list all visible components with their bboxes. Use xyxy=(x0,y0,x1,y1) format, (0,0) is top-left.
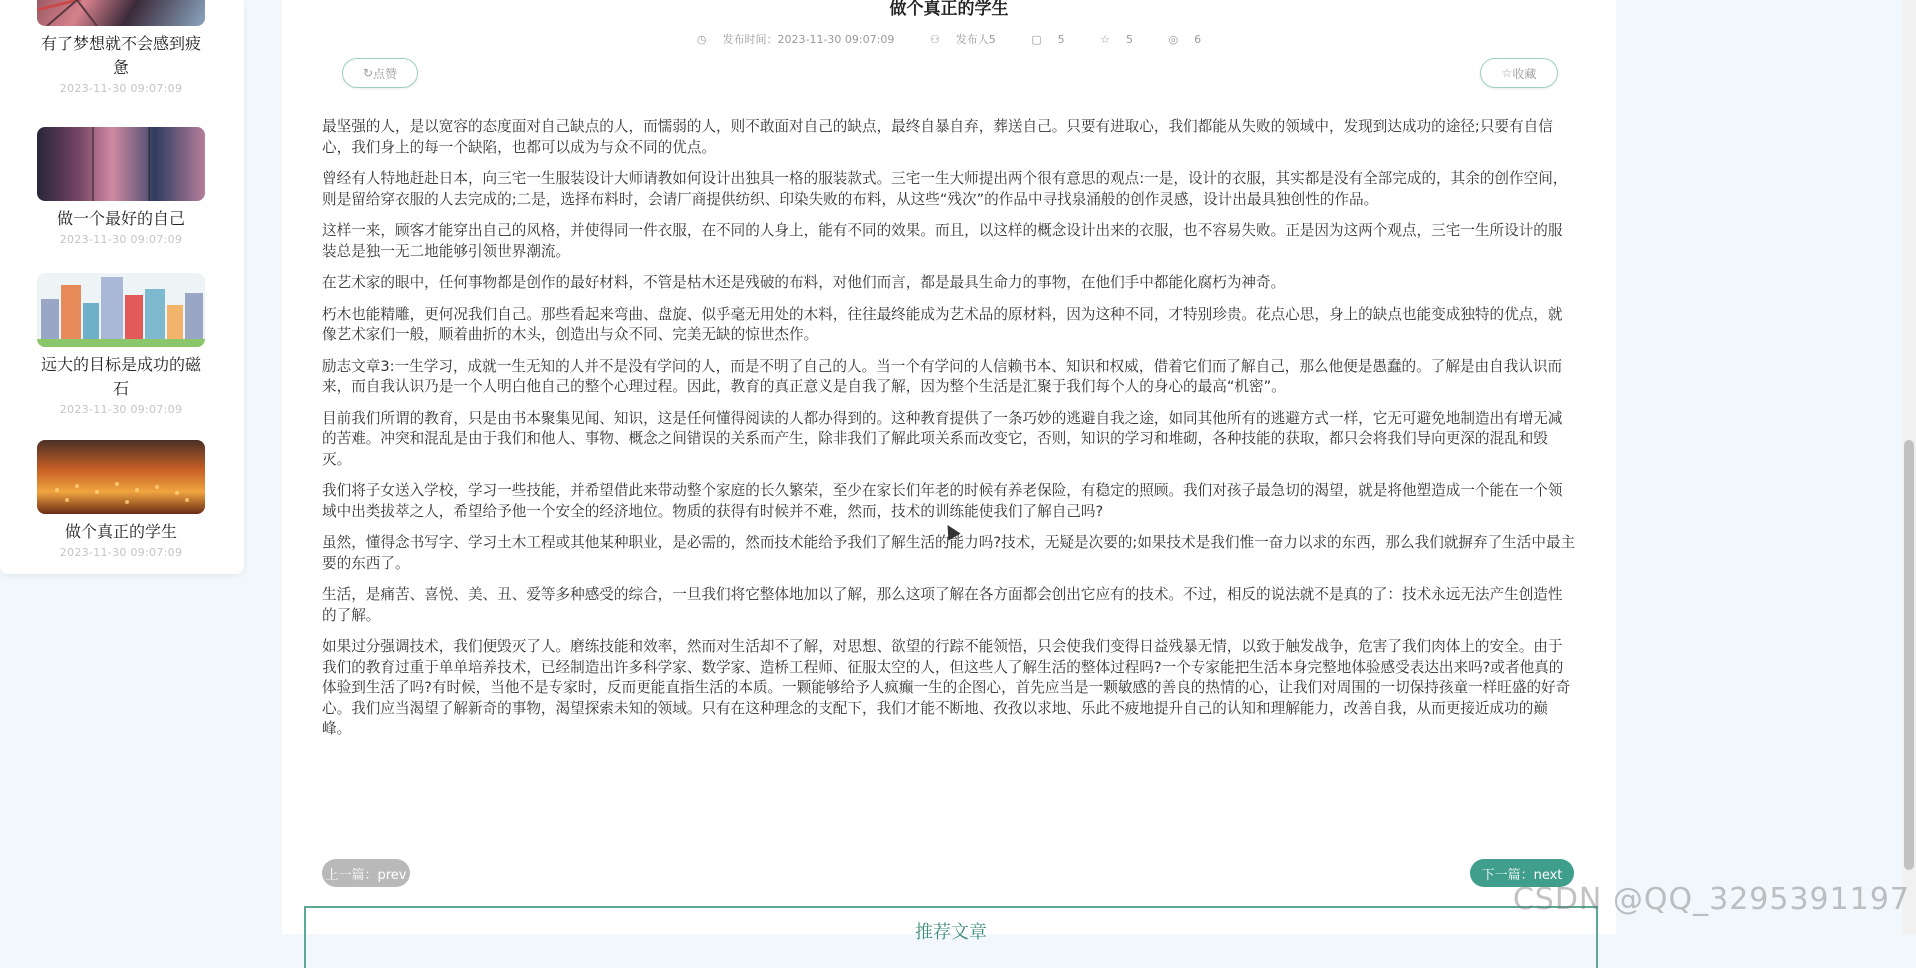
article-paragraph: 生活，是痛苦、喜悦、美、丑、爱等多种感受的综合，一旦我们将它整体地加以了解，那么这项了解在各方面都会创出它应有的技术。不过，相反的说法就不是真的了：技术永远无法产生创造性的了解。 xyxy=(322,586,1563,624)
scrollbar-thumb[interactable] xyxy=(1904,440,1914,870)
publisher: ⚇ 发布人5 xyxy=(929,33,996,46)
eye-icon: ◎ xyxy=(1168,33,1179,46)
next-article-button[interactable]: 下一篇：next xyxy=(1470,859,1574,887)
article-thumbnail[interactable] xyxy=(37,127,205,201)
article-meta xyxy=(282,31,1616,47)
publish-time: ◷ 发布时间：2023-11-30 09:07:09 xyxy=(696,33,895,46)
star-count: ☆ 5 xyxy=(1100,33,1133,46)
sidebar-card-date: 2023-11-30 09:07:09 xyxy=(59,233,183,246)
sidebar-card-title[interactable]: 做个真正的学生 xyxy=(64,522,177,541)
article-title: 做个真正的学生 xyxy=(889,0,1009,19)
sidebar-card[interactable] xyxy=(36,440,206,559)
comment-icon: ▢ xyxy=(1031,33,1042,46)
article-paragraph: 这样一来，顾客才能穿出自己的风格，并使得同一件衣服，在不同的人身上，能有不同的效果。而且，以这样的概念设计出来的衣服，也不容易失败。正是因为这两个观点，三宅一生所设计的服装总是独一无二地能够引领世界潮流。 xyxy=(322,222,1563,260)
article-thumbnail[interactable] xyxy=(37,0,205,26)
article-content xyxy=(322,117,1576,751)
article-paragraph: 曾经有人特地赶赴日本，向三宅一生服装设计大师请教如何设计出独具一格的服装款式。三宅一生大师提出两个很有意思的观点:一是，设计的衣服，其实都是没有全部完成的，其余的创作空间，则是留给穿衣服的人去完成的;二是，选择布料时，会请厂商提供纺织、印染失败的布料，从这些“残次”的作品中寻找泉涌般的创作灵感，设计出最具独创性的作品。 xyxy=(322,170,1568,208)
sidebar-recent-articles xyxy=(0,0,244,574)
sidebar-card[interactable] xyxy=(36,127,206,246)
sidebar-card-title[interactable]: 远大的目标是成功的磁石 xyxy=(40,355,201,398)
article-paragraph: 虽然，懂得念书写字、学习土木工程或其他某种职业，是必需的，然而技术能给予我们了解生活的能力吗?技术，无疑是次要的;如果技术是我们惟一奋力以求的东西，那么我们就摒弃了生活中最主要的东西了。 xyxy=(322,534,1576,572)
comment-count: ▢ 5 xyxy=(1031,33,1065,46)
thumb-up-icon: ↻ xyxy=(362,66,374,80)
favorite-button[interactable]: ☆ 收藏 xyxy=(1480,58,1558,88)
article-panel xyxy=(282,0,1616,943)
article-paragraph: 如果过分强调技术，我们便毁灭了人。磨练技能和效率，然而对生活却不了解，对思想、欲望的行踪不能领悟，只会使我们变得日益残暴无情，以致于触发战争，危害了我们肉体上的安全。由于我们的教育过重于单单培养技术，已经制造出许多科学家、数学家、造桥工程师、征服太空的人，但这些人了解生活的整体过程吗?一个专家能把生活本身完整地体验感受表达出来吗?或者他真的体验到生活了吗?有时候，当他不是专家时，反而更能直指生活的本质。一颗能够给予人疯癫一生的企图心，首先应当是一颗敏感的善良的热情的心，让我们对周围的一切保持孩童一样旺盛的好奇心。我们应当渴望了解新奇的事物，渴望探索未知的领域。只有在这种理念的支配下，我们才能不断地、孜孜以求地、乐此不疲地提升自己的认知和理解能力，改善自我，从而更接近成功的巅峰。 xyxy=(322,638,1571,737)
article-paragraph: 在艺术家的眼中，任何事物都是创作的最好材料，不管是枯木还是残破的布料，对他们而言，都是最具生命力的事物，在他们手中都能化腐朽为神奇。 xyxy=(322,274,1286,291)
clock-icon: ◷ xyxy=(696,33,707,46)
sidebar-card[interactable] xyxy=(36,273,206,416)
view-count: ◎ 6 xyxy=(1168,33,1202,46)
article-thumbnail[interactable] xyxy=(37,273,205,347)
star-icon: ☆ xyxy=(1100,33,1110,46)
article-paragraph: 朽木也能精雕，更何况我们自己。那些看起来弯曲、盘旋、似乎毫无用处的木料，往往最终能成为艺术品的原材料，因为这种不同，才特别珍贵。花点心思，身上的缺点也能变成独特的优点，就像艺术家们一般，顺着曲折的木头，创造出与众不同、完美无缺的惊世杰作。 xyxy=(322,305,1563,343)
watermark: CSDN @QQ_3295391197 xyxy=(1512,882,1910,917)
sidebar-card-date: 2023-11-30 09:07:09 xyxy=(59,82,183,95)
sidebar-card-date: 2023-11-30 09:07:09 xyxy=(59,403,183,416)
like-button[interactable]: ↻ 点赞 xyxy=(342,58,418,88)
sidebar-card-date: 2023-11-30 09:07:09 xyxy=(59,546,183,559)
page-scrollbar[interactable] xyxy=(1902,0,1916,934)
article-paragraph: 我们将子女送入学校，学习一些技能，并希望借此来带动整个家庭的长久繁荣，至少在家长们年老的时候有养老保险，有稳定的照顾。我们对孩子最急切的渴望，就是将他塑造成一个能在一个领域中出类拔萃之人，希望给予他一个安全的经济地位。物质的获得有时候并不难，然而，技术的训练能使我们了解自己吗? xyxy=(322,482,1563,520)
prev-article-button[interactable]: 上一篇：prev xyxy=(322,859,410,887)
article-paragraph: 目前我们所谓的教育，只是由书本聚集见闻、知识，这是任何懂得阅读的人都办得到的。这种教育提供了一条巧妙的逃避自我之途，如同其他所有的逃避方式一样，它无可避免地制造出有增无减的苦难。冲突和混乱是由于我们和他人、事物、概念之间错误的关系而产生，除非我们了解此项关系而改变它，否则，知识的学习和堆砌，各种技能的获取，都只会将我们导向更深的混乱和毁灭。 xyxy=(322,409,1563,468)
star-icon: ☆ xyxy=(1501,66,1513,80)
article-paragraph: 最坚强的人，是以宽容的态度面对自己缺点的人，而懦弱的人，则不敢面对自己的缺点，最终自暴自弃，葬送自己。只要有进取心，我们都能从失败的领域中，发现到达成功的途径;只要有自信心，我们身上的每一个缺陷，也都可以成为与众不同的优点。 xyxy=(322,118,1553,156)
sidebar-card-title[interactable]: 做一个最好的自己 xyxy=(56,209,185,228)
recommend-title: 推荐文章 xyxy=(915,922,987,943)
article-paragraph: 励志文章3:一生学习，成就一生无知的人并不是没有学问的人，而是不明了自己的人。当一个有学问的人信赖书本、知识和权威，借着它们而了解自己，那么他便是愚蠢的。了解是由自我认识而来，而自我认识乃是一个人明白他自己的整个心理过程。因此，教育的真正意义是自我了解，因为整个生活是汇聚于我们每个人的身心的最高“机密”。 xyxy=(322,357,1563,395)
article-thumbnail[interactable] xyxy=(37,440,205,514)
user-icon: ⚇ xyxy=(929,33,940,46)
sidebar-card-title[interactable]: 有了梦想就不会感到疲惫 xyxy=(40,34,201,77)
recommend-section xyxy=(304,906,1598,968)
sidebar-card[interactable] xyxy=(36,0,206,95)
